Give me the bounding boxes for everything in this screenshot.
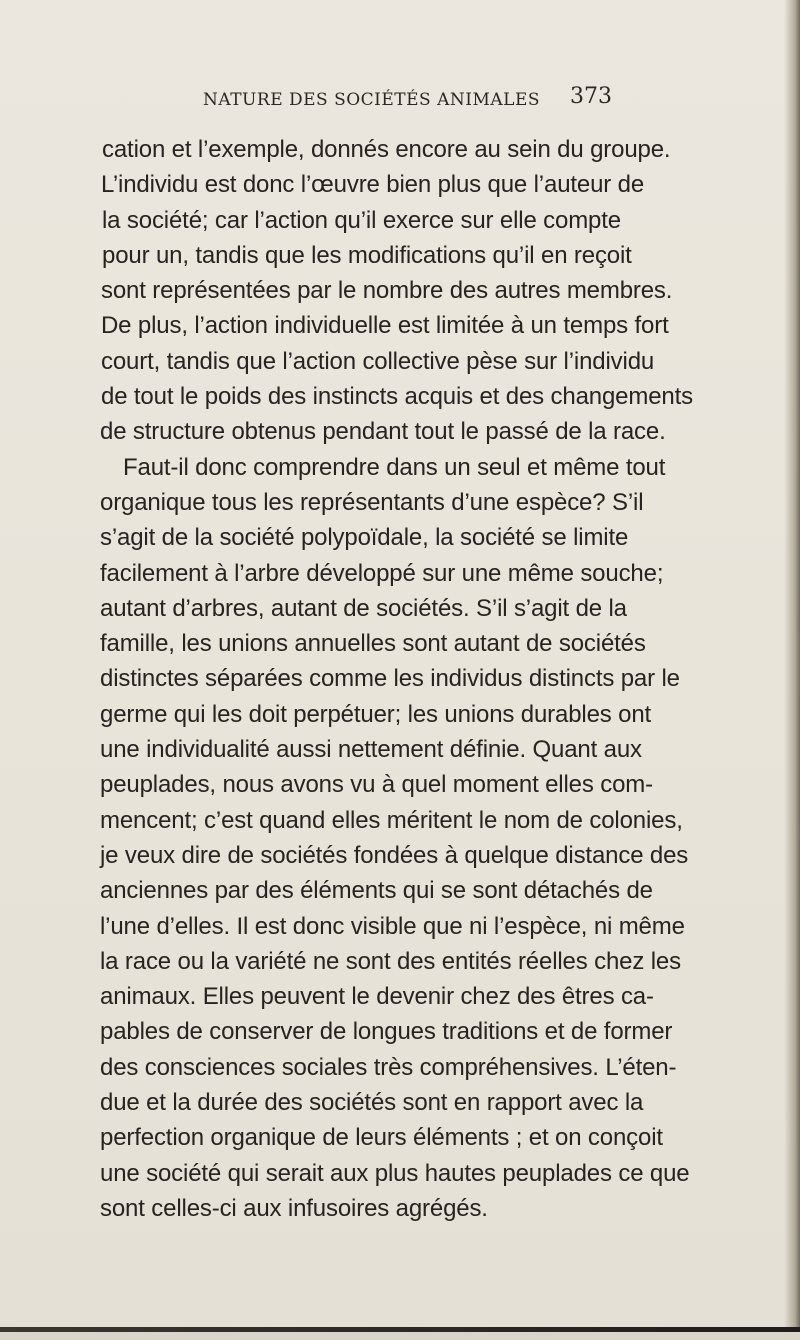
page-number: 373: [570, 84, 612, 109]
text-line: l’une d’elles. Il est donc visible que ni l’espèce, ni même: [100, 912, 685, 940]
text-line: L’individu est donc l’œuvre bien plus que l’auteur de: [101, 171, 645, 199]
text-line: perfection organique de leurs éléments ; et on conçoit: [100, 1124, 663, 1152]
text-line: pables de conserver de longues traditions et de former: [100, 1018, 673, 1046]
text-line: cation et l’exemple, donnés encore au sein du groupe.: [102, 136, 671, 163]
text-line: mencent; c’est quand elles méritent le nom de colonies,: [100, 806, 683, 834]
text-line: pour un, tandis que les modifications qu’il en reçoit: [102, 241, 632, 269]
text-line: autant d’arbres, autant de sociétés. S’il s’agit de la: [100, 594, 627, 622]
bottom-page-edge: [0, 1332, 800, 1340]
text-line: sont représentées par le nombre des autres membres.: [101, 277, 673, 305]
text-line: une société qui serait aux plus hautes peuplades ce que: [100, 1159, 690, 1187]
text-line: peuplades, nous avons vu à quel moment elles com-: [100, 771, 653, 799]
running-head-title: NATURE DES SOCIÉTÉS ANIMALES: [203, 90, 540, 110]
text-line: sont celles-ci aux infusoires agrégés.: [100, 1194, 488, 1222]
text-line: De plus, l’action individuelle est limitée à un temps fort: [101, 312, 669, 340]
text-line: des consciences sociales très compréhensives. L’éten-: [100, 1053, 677, 1081]
text-line: due et la durée des sociétés sont en rapport avec la: [100, 1089, 644, 1117]
text-line: la race ou la variété ne sont des entités réelles chez les: [100, 947, 681, 975]
body-text: [94, 132, 800, 1226]
text-line: famille, les unions annuelles sont autant de sociétés: [100, 630, 646, 658]
text-line: facilement à l’arbre développé sur une même souche;: [100, 559, 664, 587]
text-line: organique tous les représentants d’une espèce? S’il: [100, 488, 644, 516]
text-line: de structure obtenus pendant tout le passé de la race.: [100, 418, 666, 446]
page-edge-shadow: [784, 0, 800, 1340]
text-line: de tout le poids des instincts acquis et des changements: [101, 383, 693, 411]
text-line: la société; car l’action qu’il exerce sur elle compte: [102, 206, 621, 234]
running-head: [0, 84, 800, 120]
text-line: court, tandis que l’action collective pèse sur l’individu: [101, 347, 655, 375]
text-line: s’agit de la société polypoïdale, la société se limite: [100, 524, 629, 552]
text-line: distinctes séparées comme les individus distincts par le: [100, 665, 680, 693]
text-line: Faut-il donc comprendre dans un seul et même tout: [123, 453, 666, 481]
text-line: animaux. Elles peuvent le devenir chez des êtres ca-: [100, 983, 654, 1011]
text-line: je veux dire de sociétés fondées à quelque distance des: [100, 841, 689, 869]
text-line: anciennes par des éléments qui se sont détachés de: [100, 877, 653, 905]
text-line: une individualité aussi nettement définie. Quant aux: [100, 736, 642, 764]
text-line: germe qui les doit perpétuer; les unions durables ont: [100, 700, 652, 728]
